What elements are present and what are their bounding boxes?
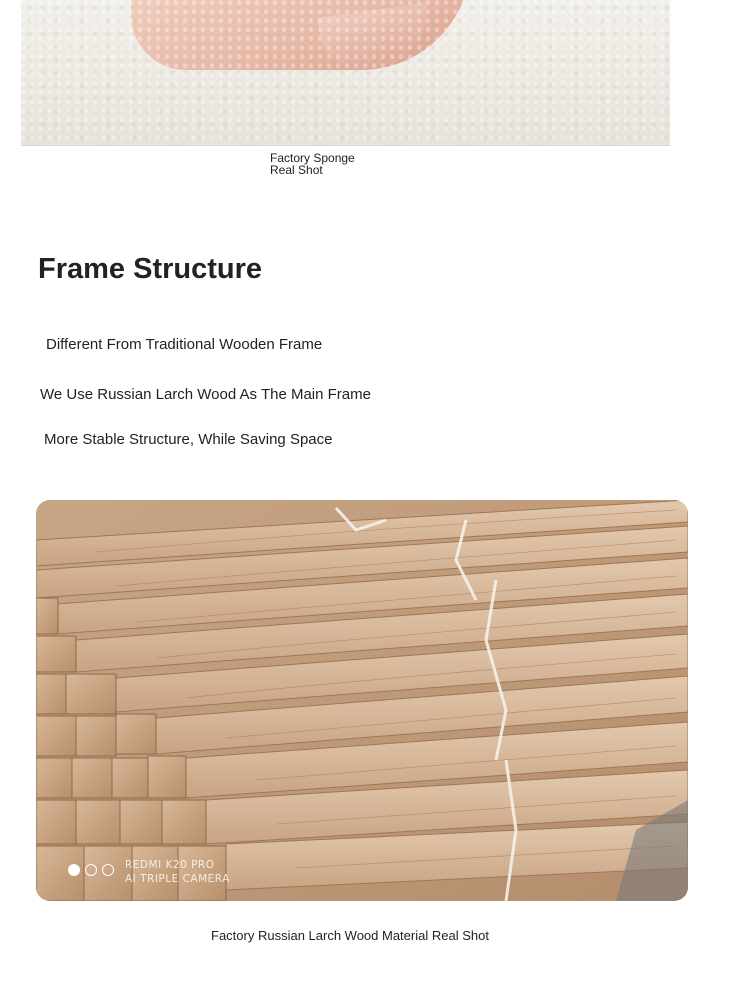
sponge-caption-line2: Real Shot bbox=[270, 163, 323, 177]
watermark-dot-icon bbox=[102, 864, 114, 876]
frame-structure-heading: Frame Structure bbox=[38, 253, 263, 285]
sponge-caption-line1: Factory Sponge bbox=[270, 151, 355, 165]
wood-stack-illustration bbox=[36, 500, 688, 901]
camera-watermark-line1: REDMI K20 PRO bbox=[125, 859, 215, 871]
watermark-dot-icon bbox=[85, 864, 97, 876]
frame-line-1: Different From Traditional Wooden Frame bbox=[46, 336, 323, 353]
watermark-dot-icon bbox=[68, 864, 80, 876]
wood-caption: Factory Russian Larch Wood Material Real Shot bbox=[211, 928, 489, 943]
frame-line-3: More Stable Structure, While Saving Space bbox=[44, 431, 333, 448]
camera-watermark bbox=[125, 858, 230, 886]
sponge-photo bbox=[21, 0, 670, 146]
sponge-texture bbox=[21, 0, 670, 145]
larch-wood-photo bbox=[36, 500, 688, 901]
frame-line-2: We Use Russian Larch Wood As The Main Frame bbox=[40, 386, 371, 403]
sponge-caption bbox=[270, 152, 355, 176]
camera-watermark-line2: AI TRIPLE CAMERA bbox=[125, 873, 230, 885]
